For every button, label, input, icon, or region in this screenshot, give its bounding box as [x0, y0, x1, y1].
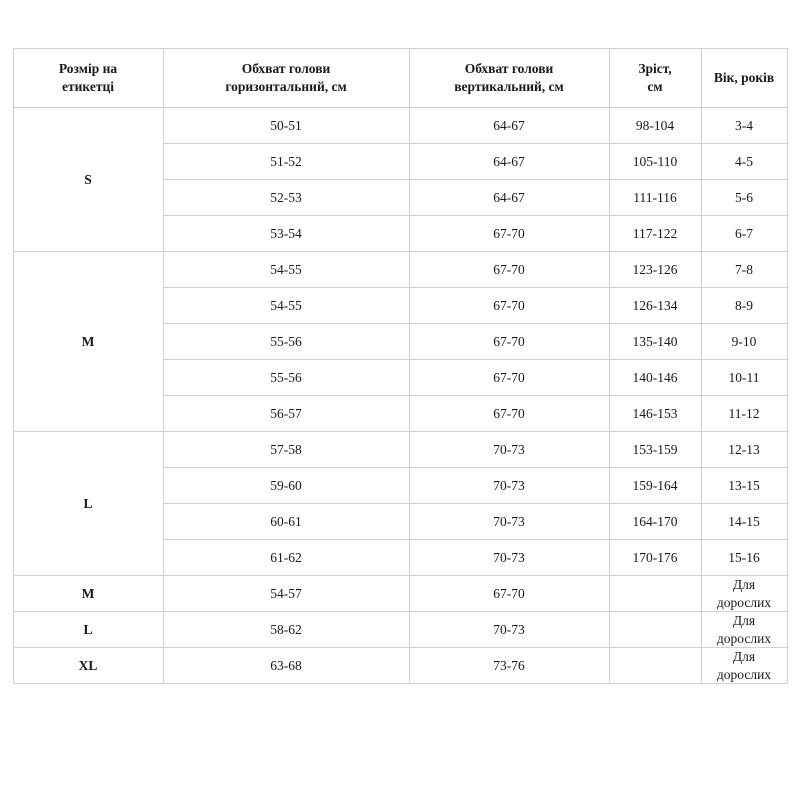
table-row — [13, 432, 787, 468]
age-line1: Для — [732, 613, 756, 629]
height-cell: 111-116 — [609, 180, 701, 216]
horizontal-cell: 60-61 — [163, 504, 409, 540]
vertical-cell: 67-70 — [409, 576, 609, 612]
vertical-cell: 67-70 — [409, 288, 609, 324]
header-vertical-line1: Обхват голови — [464, 60, 554, 76]
size-label-cell: L — [13, 432, 163, 576]
header-horizontal — [163, 49, 409, 108]
height-cell: 146-153 — [609, 396, 701, 432]
table-row — [13, 252, 787, 288]
horizontal-cell: 53-54 — [163, 216, 409, 252]
age-cell: 3-4 — [701, 108, 787, 144]
age-line2: дорослих — [716, 630, 772, 646]
age-cell: 15-16 — [701, 540, 787, 576]
height-cell: 153-159 — [609, 432, 701, 468]
height-cell: 123-126 — [609, 252, 701, 288]
age-cell — [701, 576, 787, 612]
size-label-cell: M — [13, 252, 163, 432]
height-cell: 164-170 — [609, 504, 701, 540]
age-cell: 8-9 — [701, 288, 787, 324]
size-label-cell: XL — [13, 648, 163, 684]
age-line2: дорослих — [716, 594, 772, 610]
horizontal-cell: 59-60 — [163, 468, 409, 504]
header-horizontal-line1: Обхват голови — [241, 60, 331, 76]
header-size-label-line2: етикетці — [62, 79, 114, 94]
age-line1: Для — [732, 577, 756, 592]
vertical-cell: 70-73 — [409, 612, 609, 648]
height-cell: 117-122 — [609, 216, 701, 252]
horizontal-cell: 61-62 — [163, 540, 409, 576]
horizontal-cell: 52-53 — [163, 180, 409, 216]
horizontal-cell: 58-62 — [163, 612, 409, 648]
height-cell — [609, 612, 701, 648]
age-line1: Для — [732, 649, 756, 665]
height-cell — [609, 576, 701, 612]
vertical-cell: 67-70 — [409, 252, 609, 288]
horizontal-cell: 54-55 — [163, 252, 409, 288]
header-age-line1: Вік, років — [713, 69, 775, 85]
age-cell: 14-15 — [701, 504, 787, 540]
height-cell: 105-110 — [609, 144, 701, 180]
header-size-label — [13, 49, 163, 108]
vertical-cell: 67-70 — [409, 360, 609, 396]
height-cell: 159-164 — [609, 468, 701, 504]
vertical-cell: 67-70 — [409, 396, 609, 432]
header-size-label-line1: Розмір на — [58, 60, 118, 76]
age-cell — [701, 612, 787, 648]
size-label-cell: S — [13, 108, 163, 252]
header-height — [609, 49, 701, 108]
height-cell: 126-134 — [609, 288, 701, 324]
age-cell: 4-5 — [701, 144, 787, 180]
size-chart-table — [13, 48, 788, 684]
table-header — [13, 49, 787, 108]
age-cell: 11-12 — [701, 396, 787, 432]
vertical-cell: 70-73 — [409, 540, 609, 576]
vertical-cell: 64-67 — [409, 108, 609, 144]
age-cell: 7-8 — [701, 252, 787, 288]
age-cell: 9-10 — [701, 324, 787, 360]
table-row — [13, 612, 787, 648]
vertical-cell: 70-73 — [409, 468, 609, 504]
age-cell: 6-7 — [701, 216, 787, 252]
header-vertical-line2: вертикальний, см — [454, 79, 564, 94]
vertical-cell: 64-67 — [409, 144, 609, 180]
table-body — [13, 108, 787, 684]
age-cell: 10-11 — [701, 360, 787, 396]
horizontal-cell: 54-55 — [163, 288, 409, 324]
height-cell: 98-104 — [609, 108, 701, 144]
horizontal-cell: 50-51 — [163, 108, 409, 144]
height-cell: 140-146 — [609, 360, 701, 396]
height-cell — [609, 648, 701, 684]
header-vertical — [409, 49, 609, 108]
horizontal-cell: 55-56 — [163, 324, 409, 360]
header-age — [701, 49, 787, 108]
vertical-cell: 67-70 — [409, 216, 609, 252]
table-row — [13, 648, 787, 684]
height-cell: 135-140 — [609, 324, 701, 360]
vertical-cell: 70-73 — [409, 432, 609, 468]
table-row — [13, 108, 787, 144]
age-cell: 5-6 — [701, 180, 787, 216]
vertical-cell: 70-73 — [409, 504, 609, 540]
header-row — [13, 49, 787, 108]
horizontal-cell: 57-58 — [163, 432, 409, 468]
size-label-cell: M — [13, 576, 163, 612]
age-line2: дорослих — [716, 666, 772, 682]
vertical-cell: 67-70 — [409, 324, 609, 360]
age-cell: 12-13 — [701, 432, 787, 468]
horizontal-cell: 55-56 — [163, 360, 409, 396]
age-cell: 13-15 — [701, 468, 787, 504]
header-height-line1: Зріст, — [638, 60, 672, 76]
horizontal-cell: 51-52 — [163, 144, 409, 180]
age-cell — [701, 648, 787, 684]
header-height-line2: см — [647, 79, 663, 94]
table-row — [13, 576, 787, 612]
size-label-cell: L — [13, 612, 163, 648]
height-cell: 170-176 — [609, 540, 701, 576]
vertical-cell: 64-67 — [409, 180, 609, 216]
header-horizontal-line2: горизонтальний, см — [225, 79, 347, 94]
horizontal-cell: 54-57 — [163, 576, 409, 612]
vertical-cell: 73-76 — [409, 648, 609, 684]
horizontal-cell: 56-57 — [163, 396, 409, 432]
horizontal-cell: 63-68 — [163, 648, 409, 684]
